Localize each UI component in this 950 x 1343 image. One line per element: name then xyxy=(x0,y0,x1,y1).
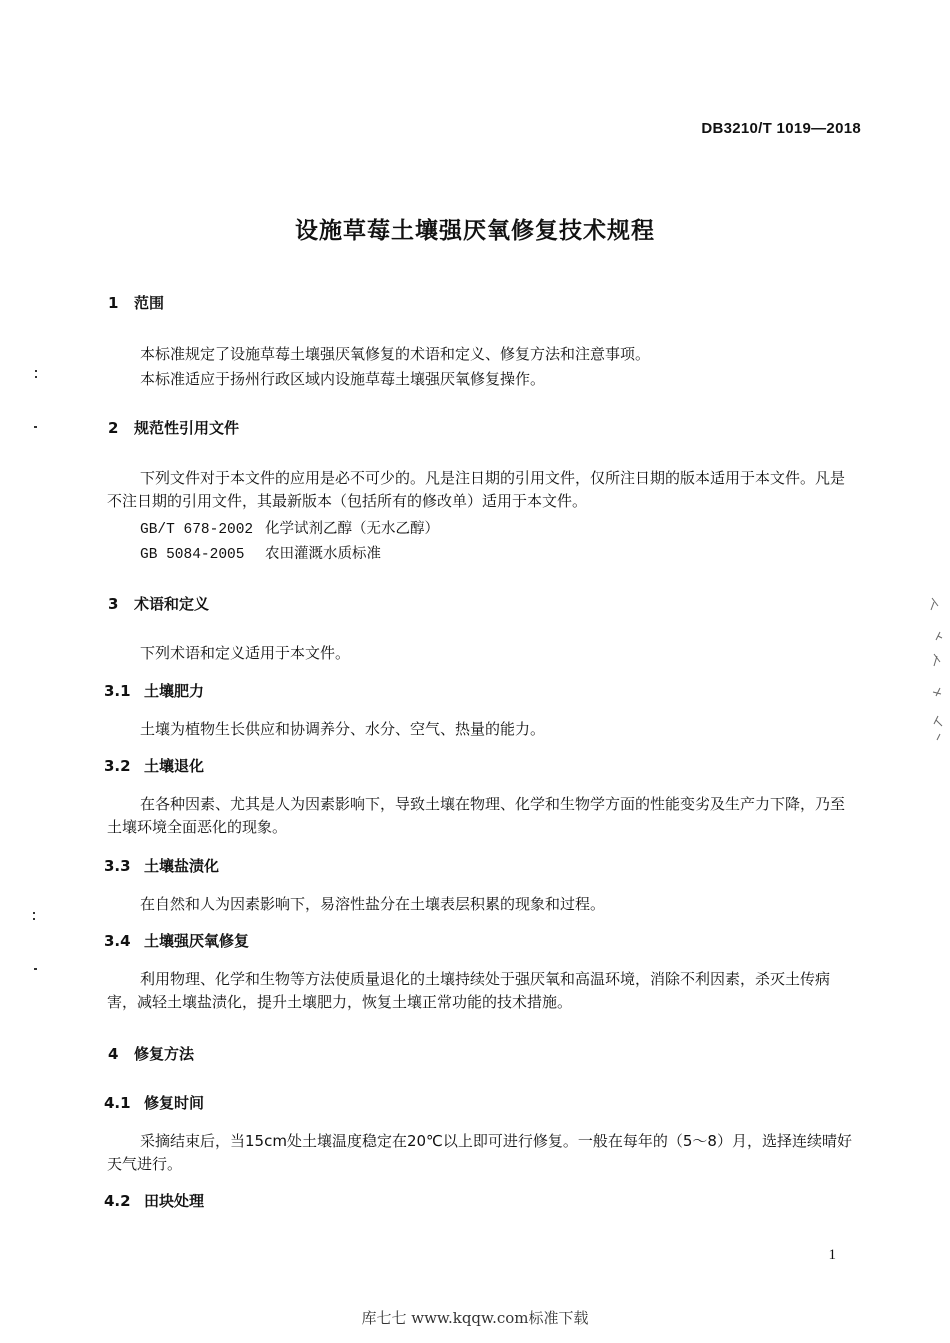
reference-item xyxy=(140,542,381,563)
reference-item xyxy=(140,517,439,538)
paragraph: 本标准适应于扬州行政区域内设施草莓土壤强厌氧修复操作。 xyxy=(140,370,546,388)
term-number: 3.3 xyxy=(104,857,131,875)
subsection-title: 修复时间 xyxy=(144,1094,205,1112)
section-title: 范围 xyxy=(134,294,165,312)
term-title: 土壤退化 xyxy=(144,757,205,775)
term-number: 3.2 xyxy=(104,757,131,775)
term-3-3-heading xyxy=(104,855,219,876)
section-1-heading xyxy=(108,292,164,313)
subsection-4-2-heading xyxy=(104,1190,204,1211)
margin-scribble-icon xyxy=(928,592,948,742)
section-3-heading xyxy=(108,593,209,614)
paragraph: 本标准规定了设施草莓土壤强厌氧修复的术语和定义、修复方法和注意事项。 xyxy=(140,345,651,363)
paragraph: 下列文件对于本文件的应用是必不可少的。凡是注日期的引用文件，仅所注日期的版本适用于本文件。凡是不注日期的引用文件，其最新版本（包括所有的修改单）适用于本文件。 xyxy=(107,469,846,510)
section-4-heading xyxy=(108,1043,194,1064)
scan-speck xyxy=(33,918,35,920)
reference-name: 化学试剂乙醇（无水乙醇） xyxy=(265,521,439,537)
reference-name: 农田灌溉水质标准 xyxy=(265,546,381,562)
scan-speck xyxy=(35,370,37,372)
term-3-1-heading xyxy=(104,680,204,701)
paragraph: 采摘结束后，当15cm处土壤温度稳定在20℃以上即可进行修复。一般在每年的（5～8）月，选择连续晴好天气进行。 xyxy=(107,1132,852,1173)
page-number: 1 xyxy=(828,1247,836,1263)
section-2-heading xyxy=(108,417,239,438)
section-number: 3 xyxy=(108,595,119,613)
reference-code: GB/T 678-2002 xyxy=(140,522,254,538)
term-number: 3.1 xyxy=(104,682,131,700)
term-title: 土壤肥力 xyxy=(144,682,205,700)
subsection-number: 4.2 xyxy=(104,1192,131,1210)
term-number: 3.4 xyxy=(104,932,131,950)
section-title: 修复方法 xyxy=(134,1045,195,1063)
standard-number: DB3210/T 1019—2018 xyxy=(701,120,861,137)
subsection-title: 田块处理 xyxy=(144,1192,205,1210)
section-number: 1 xyxy=(108,294,119,312)
scan-speck xyxy=(34,968,37,970)
document-title: 设施草莓土壤强厌氧修复技术规程 xyxy=(295,218,655,244)
term-definition: 在各种因素、尤其是人为因素影响下，导致土壤在物理、化学和生物学方面的性能变劣及生产力下降，乃至土壤环境全面恶化的现象。 xyxy=(107,795,846,836)
term-title: 土壤盐渍化 xyxy=(144,857,220,875)
paragraph: 下列术语和定义适用于本文件。 xyxy=(140,644,351,662)
term-definition: 利用物理、化学和生物等方法使质量退化的土壤持续处于强厌氧和高温环境，消除不利因素，杀灭土传病害，减轻土壤盐渍化，提升土壤肥力，恢复土壤正常功能的技术措施。 xyxy=(107,970,831,1011)
scan-speck xyxy=(34,426,37,428)
term-3-2-heading xyxy=(104,755,204,776)
scan-speck xyxy=(35,376,37,378)
section-title: 术语和定义 xyxy=(134,595,210,613)
subsection-number: 4.1 xyxy=(104,1094,131,1112)
subsection-4-1-heading xyxy=(104,1092,204,1113)
term-definition: 土壤为植物生长供应和协调养分、水分、空气、热量的能力。 xyxy=(140,720,546,738)
section-title: 规范性引用文件 xyxy=(134,419,240,437)
term-3-4-heading xyxy=(104,930,249,951)
scan-speck xyxy=(33,912,35,914)
term-definition: 在自然和人为因素影响下，易溶性盐分在土壤表层积累的现象和过程。 xyxy=(140,895,606,913)
section-number: 2 xyxy=(108,419,119,437)
watermark-text: 库七七 www.kqqw.com标准下载 xyxy=(361,1309,589,1327)
section-number: 4 xyxy=(108,1045,119,1063)
term-title: 土壤强厌氧修复 xyxy=(144,932,250,950)
reference-code: GB 5084-2005 xyxy=(140,547,245,563)
